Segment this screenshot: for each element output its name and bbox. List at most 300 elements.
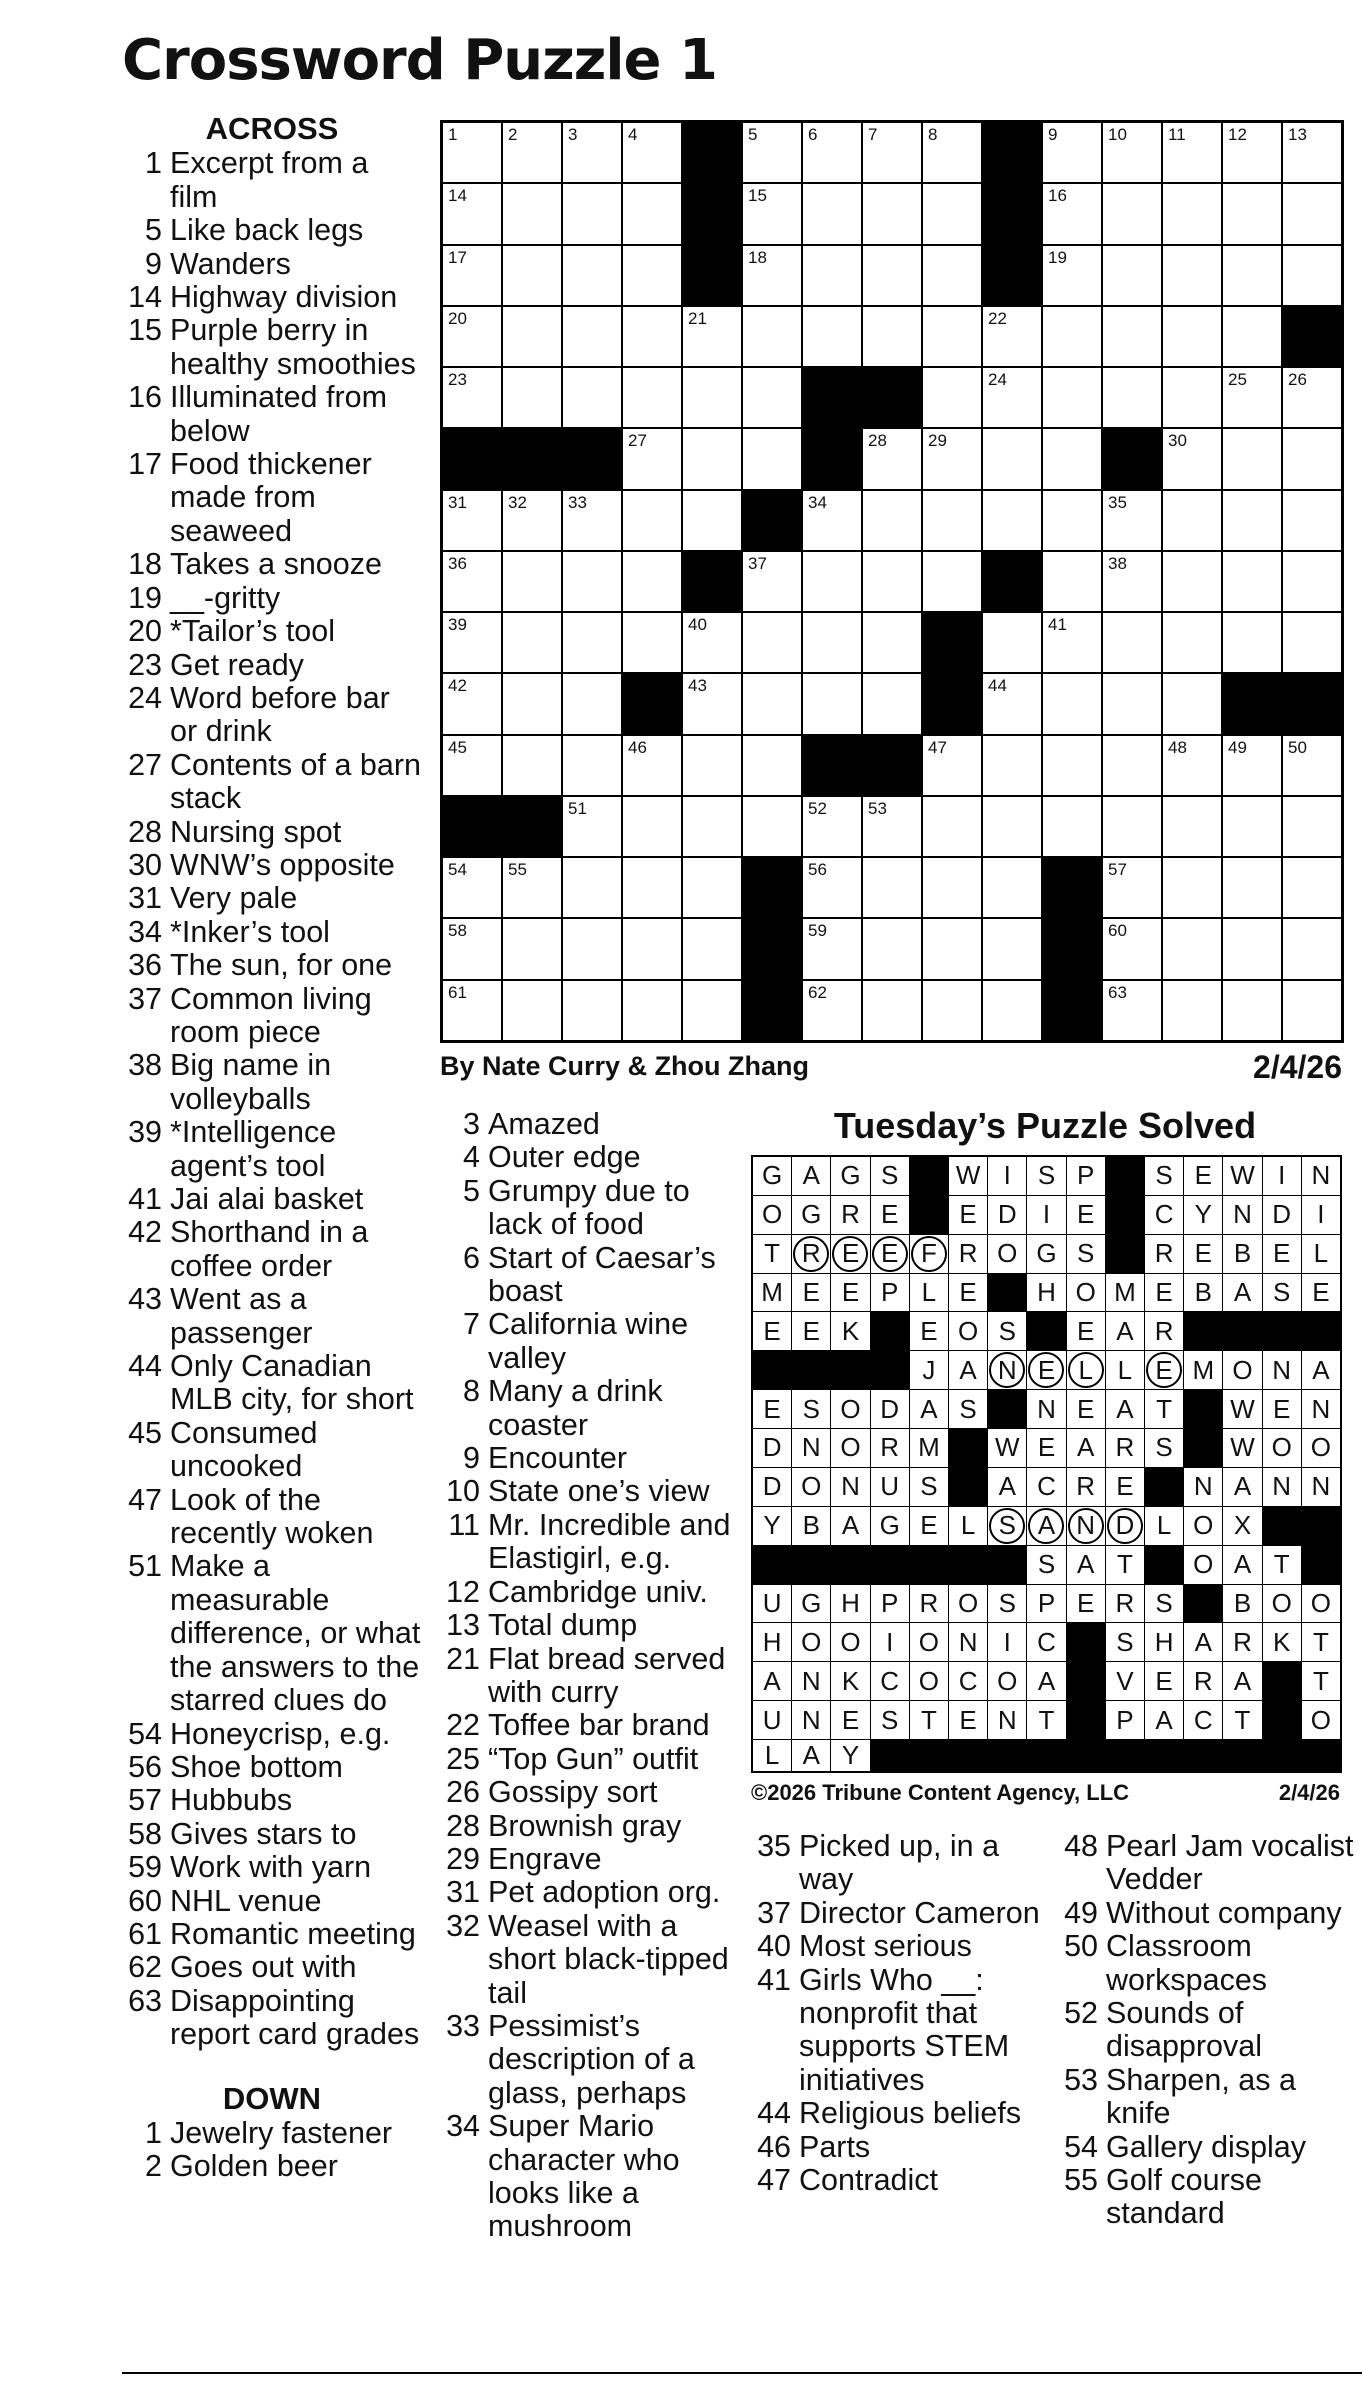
solution-cell xyxy=(792,1235,830,1273)
grid-cell[interactable] xyxy=(983,491,1041,550)
grid-cell[interactable] xyxy=(1163,981,1221,1040)
grid-cell[interactable] xyxy=(1223,613,1281,672)
grid-cell[interactable] xyxy=(923,919,981,978)
grid-cell[interactable] xyxy=(1223,552,1281,611)
across-clue-1[interactable] xyxy=(122,147,422,214)
across-clue-57[interactable] xyxy=(122,1784,422,1817)
grid-cell[interactable] xyxy=(623,429,681,488)
solution-letter: B xyxy=(802,1510,820,1541)
grid-cell[interactable] xyxy=(1283,981,1341,1040)
grid-cell[interactable] xyxy=(803,552,861,611)
grid-cell[interactable] xyxy=(683,307,741,366)
grid-cell[interactable] xyxy=(1223,491,1281,550)
grid-cell[interactable] xyxy=(1103,981,1161,1040)
across-clue-59[interactable] xyxy=(122,1851,422,1884)
grid-cell[interactable] xyxy=(503,981,561,1040)
grid-cell[interactable] xyxy=(683,674,741,733)
grid-cell[interactable] xyxy=(563,674,621,733)
grid-cell[interactable] xyxy=(623,858,681,917)
grid-cell[interactable] xyxy=(503,858,561,917)
grid-cell[interactable] xyxy=(983,858,1041,917)
grid-cell[interactable] xyxy=(803,123,861,182)
across-clue-9[interactable] xyxy=(122,248,422,281)
grid-cell[interactable] xyxy=(683,491,741,550)
grid-cell[interactable] xyxy=(1283,429,1341,488)
clue-number: 34 xyxy=(128,914,162,949)
grid-cell[interactable] xyxy=(503,613,561,672)
grid-cell[interactable] xyxy=(623,797,681,856)
grid-cell[interactable] xyxy=(923,429,981,488)
across-clue-47[interactable] xyxy=(122,1484,422,1551)
grid-cell[interactable] xyxy=(803,981,861,1040)
grid-cell[interactable] xyxy=(563,246,621,305)
clue-number: 49 xyxy=(1064,1895,1098,1930)
across-clue-45[interactable] xyxy=(122,1417,422,1484)
grid-cell[interactable] xyxy=(1043,368,1101,427)
grid-cell[interactable] xyxy=(983,613,1041,672)
down-clue-6[interactable] xyxy=(440,1242,740,1309)
grid-cell[interactable] xyxy=(1163,368,1221,427)
grid-cell[interactable] xyxy=(1283,736,1341,795)
grid-cell[interactable] xyxy=(1103,613,1161,672)
grid-cell[interactable] xyxy=(563,368,621,427)
down-clue-2[interactable] xyxy=(122,2150,422,2183)
grid-cell[interactable] xyxy=(923,123,981,182)
clue-number: 52 xyxy=(1064,1996,1098,2031)
grid-cell[interactable] xyxy=(623,123,681,182)
grid-cell[interactable] xyxy=(1043,491,1101,550)
across-clue-19[interactable] xyxy=(122,582,422,615)
grid-cell[interactable] xyxy=(983,307,1041,366)
solution-cell xyxy=(1027,1701,1065,1739)
grid-cell[interactable] xyxy=(1163,674,1221,733)
grid-cell[interactable] xyxy=(743,552,801,611)
grid-cell[interactable] xyxy=(443,674,501,733)
grid-cell[interactable] xyxy=(1103,123,1161,182)
grid-cell[interactable] xyxy=(1043,674,1101,733)
grid-cell[interactable] xyxy=(503,246,561,305)
grid-cell[interactable] xyxy=(623,184,681,243)
clue-number: 31 xyxy=(128,881,162,916)
grid-cell[interactable] xyxy=(743,429,801,488)
down-clue-29[interactable] xyxy=(440,1843,740,1876)
grid-cell[interactable] xyxy=(683,797,741,856)
across-clue-20[interactable] xyxy=(122,615,422,648)
grid-cell[interactable] xyxy=(1163,552,1221,611)
grid-cell[interactable] xyxy=(683,919,741,978)
clue-text: Disappointing report card grades xyxy=(170,1983,420,2052)
across-clue-16[interactable] xyxy=(122,381,422,448)
across-clue-62[interactable] xyxy=(122,1951,422,1984)
across-clue-30[interactable] xyxy=(122,849,422,882)
grid-cell[interactable] xyxy=(863,552,921,611)
grid-cell[interactable] xyxy=(1223,184,1281,243)
grid-cell[interactable] xyxy=(863,123,921,182)
grid-cell[interactable] xyxy=(1283,919,1341,978)
solution-cell xyxy=(1027,1468,1065,1506)
grid-cell[interactable] xyxy=(563,736,621,795)
across-clue-24[interactable] xyxy=(122,682,422,749)
grid-cell[interactable] xyxy=(923,981,981,1040)
grid-cell[interactable] xyxy=(1283,368,1341,427)
across-clue-27[interactable] xyxy=(122,749,422,816)
grid-cell[interactable] xyxy=(1223,981,1281,1040)
grid-cell[interactable] xyxy=(983,919,1041,978)
grid-cell[interactable] xyxy=(863,491,921,550)
crossword-grid[interactable] xyxy=(440,120,1344,1043)
grid-cell[interactable] xyxy=(623,491,681,550)
grid-cell[interactable] xyxy=(923,797,981,856)
across-clue-61[interactable] xyxy=(122,1918,422,1951)
cell-number: 32 xyxy=(508,492,527,512)
down-clue-21[interactable] xyxy=(440,1643,740,1710)
down-clue-26[interactable] xyxy=(440,1776,740,1809)
across-clue-58[interactable] xyxy=(122,1818,422,1851)
grid-cell[interactable] xyxy=(443,184,501,243)
down-clue-12[interactable] xyxy=(440,1576,740,1609)
grid-cell[interactable] xyxy=(563,552,621,611)
grid-cell[interactable] xyxy=(923,307,981,366)
grid-cell[interactable] xyxy=(443,736,501,795)
grid-cell[interactable] xyxy=(1283,184,1341,243)
down-clue-41[interactable] xyxy=(751,1964,1051,2098)
grid-cell[interactable] xyxy=(1283,797,1341,856)
grid-cell[interactable] xyxy=(1283,858,1341,917)
grid-cell[interactable] xyxy=(443,368,501,427)
down-clue-33[interactable] xyxy=(440,2010,740,2110)
grid-cell[interactable] xyxy=(563,981,621,1040)
grid-cell[interactable] xyxy=(563,307,621,366)
grid-cell[interactable] xyxy=(1043,184,1101,243)
grid-cell[interactable] xyxy=(1103,184,1161,243)
grid-cell[interactable] xyxy=(443,552,501,611)
solution-letter: R xyxy=(1193,1665,1213,1696)
solution-letter: K xyxy=(841,1665,860,1696)
grid-cell[interactable] xyxy=(923,491,981,550)
down-clue-8[interactable] xyxy=(440,1375,740,1442)
down-clue-3[interactable] xyxy=(440,1108,740,1141)
across-clue-18[interactable] xyxy=(122,548,422,581)
grid-cell[interactable] xyxy=(863,429,921,488)
grid-cell[interactable] xyxy=(683,858,741,917)
grid-cell[interactable] xyxy=(503,491,561,550)
down-clue-40[interactable] xyxy=(751,1930,1051,1963)
grid-cell[interactable] xyxy=(1103,797,1161,856)
across-clue-23[interactable] xyxy=(122,649,422,682)
down-clue-25[interactable] xyxy=(440,1743,740,1776)
across-clue-15[interactable] xyxy=(122,314,422,381)
grid-cell[interactable] xyxy=(1103,552,1161,611)
grid-cell[interactable] xyxy=(503,919,561,978)
down-clue-48[interactable] xyxy=(1058,1830,1358,1897)
grid-cell[interactable] xyxy=(443,858,501,917)
down-clue-50[interactable] xyxy=(1058,1930,1358,1997)
grid-cell[interactable] xyxy=(1043,429,1101,488)
grid-cell[interactable] xyxy=(563,797,621,856)
down-clue-11[interactable] xyxy=(440,1509,740,1576)
grid-cell[interactable] xyxy=(923,552,981,611)
grid-cell[interactable] xyxy=(1223,858,1281,917)
grid-cell[interactable] xyxy=(1043,797,1101,856)
down-clue-5[interactable] xyxy=(440,1175,740,1242)
grid-cell[interactable] xyxy=(803,797,861,856)
grid-cell[interactable] xyxy=(1043,307,1101,366)
across-clue-28[interactable] xyxy=(122,816,422,849)
grid-cell[interactable] xyxy=(863,981,921,1040)
grid-cell[interactable] xyxy=(443,919,501,978)
grid-cell[interactable] xyxy=(863,184,921,243)
grid-cell[interactable] xyxy=(1283,246,1341,305)
across-clue-60[interactable] xyxy=(122,1885,422,1918)
grid-cell[interactable] xyxy=(1283,123,1341,182)
grid-cell[interactable] xyxy=(983,797,1041,856)
grid-cell[interactable] xyxy=(683,429,741,488)
solution-cell xyxy=(792,1740,830,1771)
grid-cell[interactable] xyxy=(503,184,561,243)
grid-cell[interactable] xyxy=(563,123,621,182)
grid-cell[interactable] xyxy=(803,184,861,243)
cell-number: 51 xyxy=(568,798,587,818)
down-clue-22[interactable] xyxy=(440,1709,740,1742)
grid-cell[interactable] xyxy=(1043,736,1101,795)
across-clue-42[interactable] xyxy=(122,1216,422,1283)
grid-cell[interactable] xyxy=(1103,858,1161,917)
down-clue-4[interactable] xyxy=(440,1141,740,1174)
grid-cell[interactable] xyxy=(1223,123,1281,182)
grid-cell[interactable] xyxy=(1103,368,1161,427)
grid-cell[interactable] xyxy=(1163,491,1221,550)
clue-number: 32 xyxy=(446,1908,480,1943)
grid-cell[interactable] xyxy=(923,736,981,795)
down-heading: DOWN xyxy=(222,2080,322,2116)
grid-cell[interactable] xyxy=(923,246,981,305)
grid-cell[interactable] xyxy=(983,674,1041,733)
across-clue-63[interactable] xyxy=(122,1985,422,2052)
grid-cell[interactable] xyxy=(743,736,801,795)
grid-cell[interactable] xyxy=(503,368,561,427)
grid-cell[interactable] xyxy=(563,184,621,243)
grid-cell[interactable] xyxy=(983,368,1041,427)
grid-cell[interactable] xyxy=(503,674,561,733)
grid-cell[interactable] xyxy=(1043,552,1101,611)
grid-cell[interactable] xyxy=(1223,919,1281,978)
down-clue-54[interactable] xyxy=(1058,2131,1358,2164)
cell-number: 7 xyxy=(868,125,878,144)
down-clue-13[interactable] xyxy=(440,1609,740,1642)
grid-cell[interactable] xyxy=(923,858,981,917)
grid-cell[interactable] xyxy=(983,736,1041,795)
grid-cell[interactable] xyxy=(623,613,681,672)
grid-cell[interactable] xyxy=(683,736,741,795)
down-clue-44[interactable] xyxy=(751,2097,1051,2130)
grid-cell[interactable] xyxy=(503,123,561,182)
grid-cell[interactable] xyxy=(623,736,681,795)
down-clue-37[interactable] xyxy=(751,1897,1051,1930)
grid-cell[interactable] xyxy=(1223,307,1281,366)
grid-cell[interactable] xyxy=(1163,307,1221,366)
grid-cell[interactable] xyxy=(863,246,921,305)
grid-cell[interactable] xyxy=(1103,491,1161,550)
grid-cell[interactable] xyxy=(1223,736,1281,795)
grid-cell[interactable] xyxy=(743,613,801,672)
grid-cell[interactable] xyxy=(1163,429,1221,488)
grid-cell[interactable] xyxy=(803,307,861,366)
across-clue-38[interactable] xyxy=(122,1049,422,1116)
grid-cell[interactable] xyxy=(443,981,501,1040)
grid-cell[interactable] xyxy=(1103,736,1161,795)
across-clue-54[interactable] xyxy=(122,1718,422,1751)
grid-cell[interactable] xyxy=(1223,429,1281,488)
grid-cell[interactable] xyxy=(1163,919,1221,978)
across-clue-14[interactable] xyxy=(122,281,422,314)
grid-cell[interactable] xyxy=(803,246,861,305)
clue-number: 37 xyxy=(757,1895,791,1930)
solution-cell xyxy=(753,1157,791,1195)
grid-cell[interactable] xyxy=(1163,246,1221,305)
solution-letter: N xyxy=(1272,1354,1292,1385)
solution-letter: E xyxy=(802,1315,820,1346)
across-clue-37[interactable] xyxy=(122,983,422,1050)
grid-cell[interactable] xyxy=(1163,184,1221,243)
grid-cell[interactable] xyxy=(563,858,621,917)
solution-black-square xyxy=(1184,1429,1222,1467)
grid-cell[interactable] xyxy=(623,368,681,427)
grid-cell[interactable] xyxy=(623,981,681,1040)
grid-cell[interactable] xyxy=(1223,368,1281,427)
across-clue-36[interactable] xyxy=(122,949,422,982)
grid-cell[interactable] xyxy=(1223,797,1281,856)
grid-cell[interactable] xyxy=(443,491,501,550)
down-clue-35[interactable] xyxy=(751,1830,1051,1897)
grid-cell[interactable] xyxy=(1043,613,1101,672)
across-clue-34[interactable] xyxy=(122,916,422,949)
grid-cell[interactable] xyxy=(683,613,741,672)
across-clue-5[interactable] xyxy=(122,214,422,247)
grid-cell[interactable] xyxy=(863,613,921,672)
solution-black-square xyxy=(988,1274,1026,1312)
grid-cell[interactable] xyxy=(443,307,501,366)
grid-cell[interactable] xyxy=(1283,491,1341,550)
grid-cell[interactable] xyxy=(983,981,1041,1040)
grid-cell[interactable] xyxy=(863,797,921,856)
grid-cell[interactable] xyxy=(503,736,561,795)
clue-number: 23 xyxy=(128,647,162,682)
down-clue-53[interactable] xyxy=(1058,2064,1358,2131)
across-clue-17[interactable] xyxy=(122,448,422,548)
grid-cell[interactable] xyxy=(983,429,1041,488)
down-clue-9[interactable] xyxy=(440,1442,740,1475)
down-clue-52[interactable] xyxy=(1058,1997,1358,2064)
grid-cell[interactable] xyxy=(1163,797,1221,856)
grid-cell[interactable] xyxy=(623,919,681,978)
grid-cell[interactable] xyxy=(1163,858,1221,917)
grid-cell[interactable] xyxy=(923,368,981,427)
grid-cell[interactable] xyxy=(803,491,861,550)
grid-cell[interactable] xyxy=(923,184,981,243)
solution-cell xyxy=(1027,1351,1065,1389)
grid-cell[interactable] xyxy=(443,246,501,305)
down-clue-47[interactable] xyxy=(751,2164,1051,2197)
down-clue-49[interactable] xyxy=(1058,1897,1358,1930)
grid-cell[interactable] xyxy=(1163,613,1221,672)
cell-number: 26 xyxy=(1288,370,1307,390)
grid-cell[interactable] xyxy=(683,981,741,1040)
down-clue-7[interactable] xyxy=(440,1308,740,1375)
grid-cell[interactable] xyxy=(1163,736,1221,795)
grid-cell[interactable] xyxy=(563,491,621,550)
grid-cell[interactable] xyxy=(563,613,621,672)
across-clue-43[interactable] xyxy=(122,1283,422,1350)
grid-cell[interactable] xyxy=(1163,123,1221,182)
grid-cell[interactable] xyxy=(623,552,681,611)
grid-cell[interactable] xyxy=(1103,674,1161,733)
grid-cell[interactable] xyxy=(863,858,921,917)
solution-letter: N xyxy=(801,1665,821,1696)
across-clue-31[interactable] xyxy=(122,882,422,915)
grid-cell[interactable] xyxy=(1043,123,1101,182)
grid-cell[interactable] xyxy=(503,552,561,611)
down-clue-34[interactable] xyxy=(440,2110,740,2244)
grid-cell[interactable] xyxy=(1103,307,1161,366)
grid-cell[interactable] xyxy=(803,613,861,672)
grid-cell[interactable] xyxy=(1283,552,1341,611)
solution-letter: E xyxy=(763,1315,781,1346)
down-clue-10[interactable] xyxy=(440,1475,740,1508)
grid-cell[interactable] xyxy=(443,613,501,672)
across-clue-41[interactable] xyxy=(122,1183,422,1216)
down-clue-28[interactable] xyxy=(440,1810,740,1843)
grid-cell[interactable] xyxy=(863,919,921,978)
down-clue-31[interactable] xyxy=(440,1876,740,1909)
grid-cell[interactable] xyxy=(743,368,801,427)
down-clue-55[interactable] xyxy=(1058,2164,1358,2231)
grid-cell[interactable] xyxy=(623,246,681,305)
grid-cell[interactable] xyxy=(743,123,801,182)
grid-cell[interactable] xyxy=(443,123,501,182)
across-clue-51[interactable] xyxy=(122,1550,422,1717)
grid-cell[interactable] xyxy=(1103,919,1161,978)
grid-cell[interactable] xyxy=(743,674,801,733)
grid-cell[interactable] xyxy=(803,674,861,733)
grid-cell[interactable] xyxy=(1223,246,1281,305)
grid-cell[interactable] xyxy=(563,919,621,978)
grid-cell[interactable] xyxy=(623,307,681,366)
grid-cell[interactable] xyxy=(743,307,801,366)
grid-cell[interactable] xyxy=(863,674,921,733)
down-clue-1[interactable] xyxy=(122,2117,422,2150)
solution-cell xyxy=(1145,1235,1183,1273)
grid-cell[interactable] xyxy=(1103,246,1161,305)
grid-cell[interactable] xyxy=(503,307,561,366)
solution-letter: N xyxy=(1193,1471,1213,1502)
grid-cell[interactable] xyxy=(863,307,921,366)
grid-cell[interactable] xyxy=(803,919,861,978)
across-clue-56[interactable] xyxy=(122,1751,422,1784)
grid-cell[interactable] xyxy=(743,797,801,856)
grid-cell[interactable] xyxy=(683,368,741,427)
grid-cell[interactable] xyxy=(803,858,861,917)
solution-black-square xyxy=(1106,1235,1144,1273)
across-clue-39[interactable] xyxy=(122,1116,422,1183)
down-clue-46[interactable] xyxy=(751,2131,1051,2164)
grid-cell[interactable] xyxy=(1043,246,1101,305)
across-clue-44[interactable] xyxy=(122,1350,422,1417)
grid-cell[interactable] xyxy=(1283,613,1341,672)
grid-cell[interactable] xyxy=(743,246,801,305)
down-clue-32[interactable] xyxy=(440,1910,740,2010)
clue-number: 1 xyxy=(145,146,162,181)
grid-cell[interactable] xyxy=(743,184,801,243)
